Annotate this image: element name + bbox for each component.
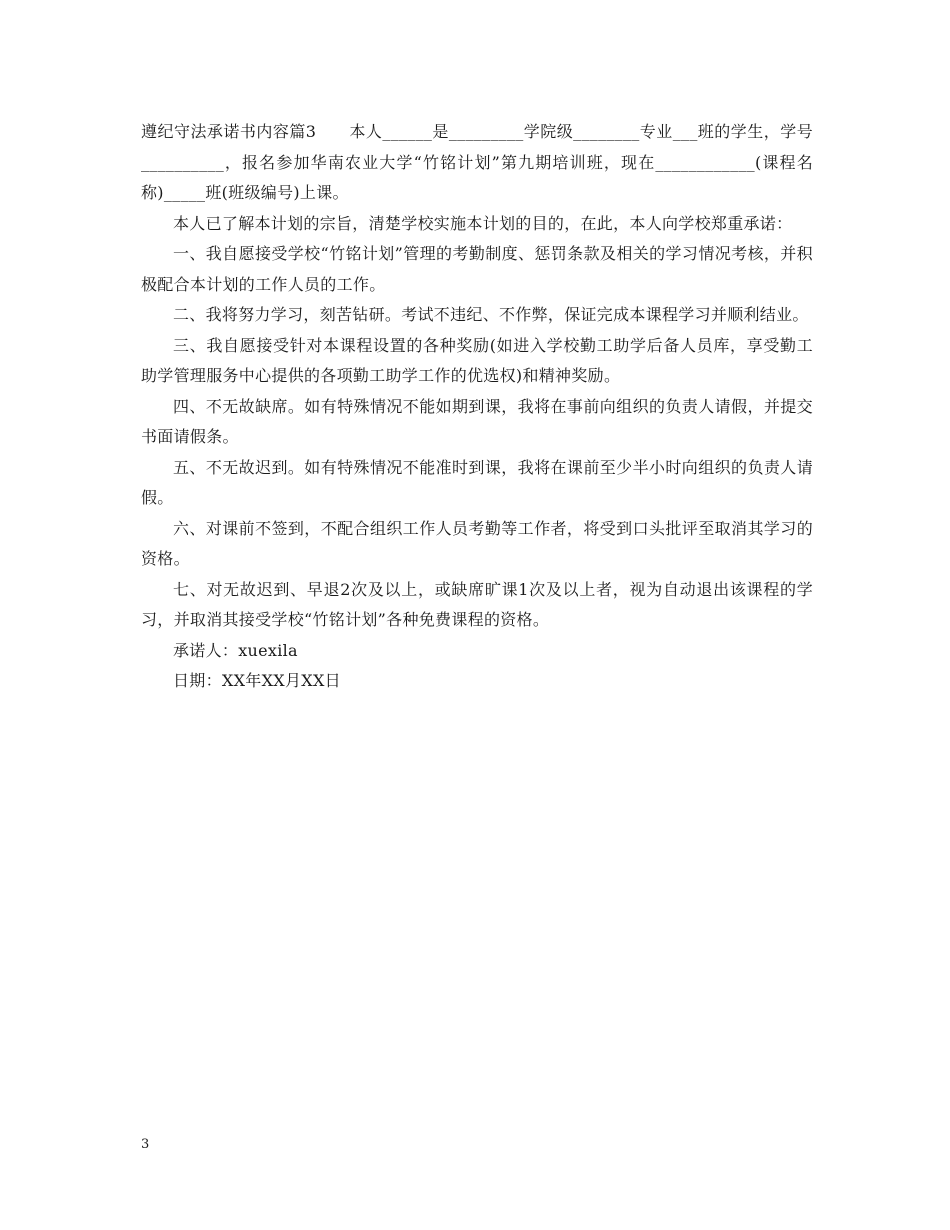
- date-line: 日期：XX年XX月XX日: [173, 671, 341, 690]
- signatory-line: 承诺人：xuexila: [173, 640, 298, 660]
- commitment-item-4: 四、不无故缺席。如有特殊情况不能如期到课，我将在事前向组织的负责人请假，并提交书面请假条。: [141, 396, 813, 446]
- commitment-item-7: 七、对无故迟到、早退2次及以上，或缺席旷课1次及以上者，视为自动退出该课程的学习，并取消其接受学校“竹铭计划”各种免费课程的资格。: [141, 579, 813, 629]
- commitment-item-5: 五、不无故迟到。如有特殊情况不能准时到课，我将在课前至少半小时向组织的负责人请假。: [141, 457, 813, 507]
- commitment-item-2: 二、我将努力学习，刻苦钻研。考试不违纪、不作弊，保证完成本课程学习并顺利结业。: [173, 305, 809, 324]
- intro-paragraph: 遵纪守法承诺书内容篇3 本人______是_________学院级________专业___班的学生，学号__________，报名参加华南农业大学“竹铭计划”第九期培训班，现在____________(课程名称)_____班(班级编号)上课。: [141, 122, 813, 202]
- commitment-item-1: 一、我自愿接受学校“竹铭计划”管理的考勤制度、惩罚条款及相关的学习情况考核，并积极配合本计划的工作人员的工作。: [141, 244, 813, 294]
- commitment-item-6: 六、对课前不签到，不配合组织工作人员考勤等工作者，将受到口头批评至取消其学习的资格。: [141, 518, 813, 568]
- commitment-item-3: 三、我自愿接受针对本课程设置的各种奖励(如进入学校勤工助学后备人员库，享受勤工助学管理服务中心提供的各项勤工助学工作的优选权)和精神奖励。: [141, 335, 813, 385]
- page-number: 3: [141, 1137, 150, 1152]
- document-body: [141, 117, 813, 697]
- purpose-paragraph: 本人已了解本计划的宗旨，清楚学校实施本计划的目的，在此，本人向学校郑重承诺：: [173, 213, 793, 233]
